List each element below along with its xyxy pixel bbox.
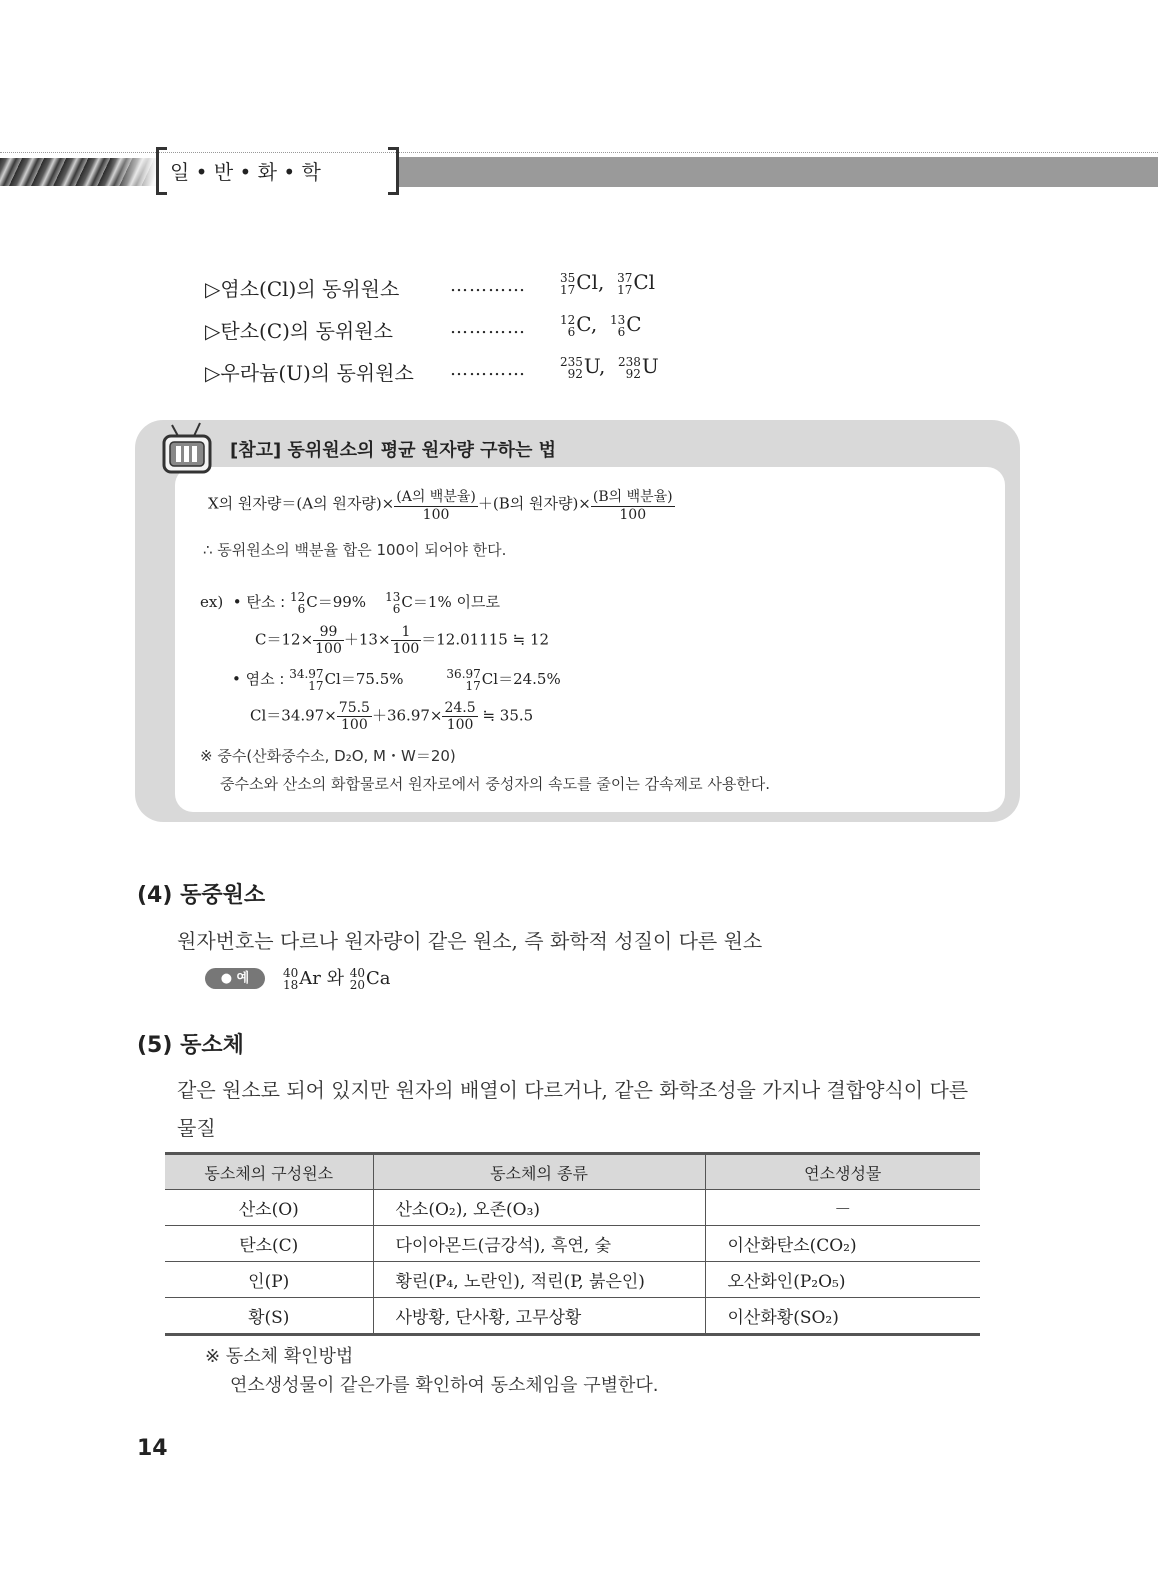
isotope-values-u: 235 92 U, 238 92 U [560,354,659,381]
nuclide: 40 20 [349,966,366,992]
table-header-cell: 동소체의 구성원소 [165,1154,373,1190]
carbon-calculation: C＝12× $\frac{99}{100}$ ＋13× $\frac{1}{100}$ ＝12.01115 ≒ 12 [255,624,550,657]
allotrope-table [165,1152,980,1336]
nuclide: 13 6 [609,312,626,339]
table-row [165,1262,980,1298]
nuclide: 40 18 [283,966,299,992]
chlorine-example: • 염소 : 34.97 17 Cl＝75.5% 36.97 17 Cl＝24.5% [232,667,561,693]
table-header-row [165,1154,980,1190]
fraction: $\frac{\text{(B의 백분율)}}{100}$ [591,486,675,523]
isobar-example: 40 18 Ar 와 40 20 Ca [283,966,391,992]
isotope-label-cl: ▷염소(Cl)의 동위원소 [205,277,400,301]
isotope-label-u: ▷우라늄(U)의 동위원소 [205,361,414,385]
section-5-heading: (5) 동소체 [137,1033,244,1058]
table-row [165,1190,980,1226]
average-mass-formula [208,486,675,523]
table-cell: 오산화인(P₂O₅) [705,1262,980,1298]
page-number: 14 [137,1436,168,1461]
isotope-dots: ………… [450,317,526,338]
nuclide: 37 17 [617,270,633,297]
section-5-description-line1: 같은 원소로 되어 있지만 원자의 배열이 다르거나, 같은 화학조성을 가지나 결합양식이 다른 [177,1078,969,1102]
table-cell: 산소(O₂), 오존(O₃) [373,1190,705,1226]
table-cell: 이산화탄소(CO₂) [705,1226,980,1262]
table-cell: 황(S) [165,1298,373,1335]
chlorine-calculation: Cl＝34.97× $\frac{75.5}{100}$ ＋36.97× $\frac{24.5}{100}$ ≒ 35.5 [250,700,534,733]
table-cell: 산소(O) [165,1190,373,1226]
fraction: $\frac{75.5}{100}$ [338,700,370,733]
heavy-water-note: ※ 중수(산화중수소, D₂O, M・W＝20) [200,747,456,765]
isotope-dots: ………… [450,359,526,380]
table-cell: 다이아몬드(금강석), 흑연, 숯 [373,1226,705,1262]
nuclide: 35 17 [560,270,576,297]
table-cell: 탄소(C) [165,1226,373,1262]
table-cell: 황린(P₄, 노란인), 적린(P, 붉은인) [373,1262,705,1298]
table-header-cell: 연소생성물 [705,1154,980,1190]
nuclide: 36.97 17 [446,667,481,693]
formula-lhs: X의 원자량＝(A의 원자량)× [208,494,395,513]
isotope-label-c: ▷탄소(C)의 동위원소 [205,319,393,343]
isotope-values-c: 12 6 C, 13 6 C [560,312,642,339]
section-4-description: 원자번호는 다르나 원자량이 같은 원소, 즉 화학적 성질이 다른 원소 [177,929,763,953]
ex-label: ex) [200,593,224,611]
isotope-values-cl: 35 17 Cl, 37 17 Cl [560,270,656,297]
section-4-heading: (4) 동중원소 [137,883,266,908]
table-cell: 사방황, 단사황, 고무상황 [373,1298,705,1335]
reference-title: [참고] 동위원소의 평균 원자량 구하는 법 [230,440,556,461]
fraction: $\frac{1}{100}$ [392,624,420,657]
nuclide: 12 6 [289,590,306,616]
table-cell: 이산화황(SO₂) [705,1298,980,1335]
nuclide: 12 6 [560,312,576,339]
table-cell: － [705,1190,980,1226]
example-badge: ● 예 [205,968,265,989]
table-cell: 인(P) [165,1262,373,1298]
nuclide: 13 6 [385,590,401,616]
allotrope-note-title: ※ 동소체 확인방법 [205,1346,354,1367]
therefore-text: ∴ 동위원소의 백분율 합은 100이 되어야 한다. [203,541,507,559]
header-title: 일 • 반 • 화 • 학 [170,160,321,184]
nuclide: 34.97 17 [289,667,324,693]
fraction: $\frac{\text{(A의 백분율)}}{100}$ [394,486,478,523]
fraction: $\frac{99}{100}$ [315,624,342,657]
nuclide: 238 92 [618,354,641,381]
table-row [165,1298,980,1335]
section-5-description-line2: 물질 [177,1116,216,1140]
allotrope-note-body: 연소생성물이 같은가를 확인하여 동소체임을 구별한다. [230,1375,659,1396]
header-decorative-image [0,158,158,186]
fraction: $\frac{24.5}{100}$ [444,700,476,733]
nuclide: 235 92 [560,354,583,381]
carbon-example: ex) • 탄소 : 12 6 C＝99% 13 6 C＝1% 이므로 [200,590,500,616]
header-gray-bar [398,157,1158,187]
formula-mid: ＋(B의 원자량)× [477,494,591,513]
table-header-cell: 동소체의 종류 [373,1154,705,1190]
tv-icon [160,422,218,480]
isotope-dots: ………… [450,275,526,296]
heavy-water-desc: 중수소와 산소의 화합물로서 원자로에서 중성자의 속도를 줄이는 감속제로 사용한다. [220,775,771,793]
header-bracket-left [156,147,167,195]
header-bracket-right [388,147,399,195]
header-dotted-rule [0,152,1158,153]
table-row [165,1226,980,1262]
